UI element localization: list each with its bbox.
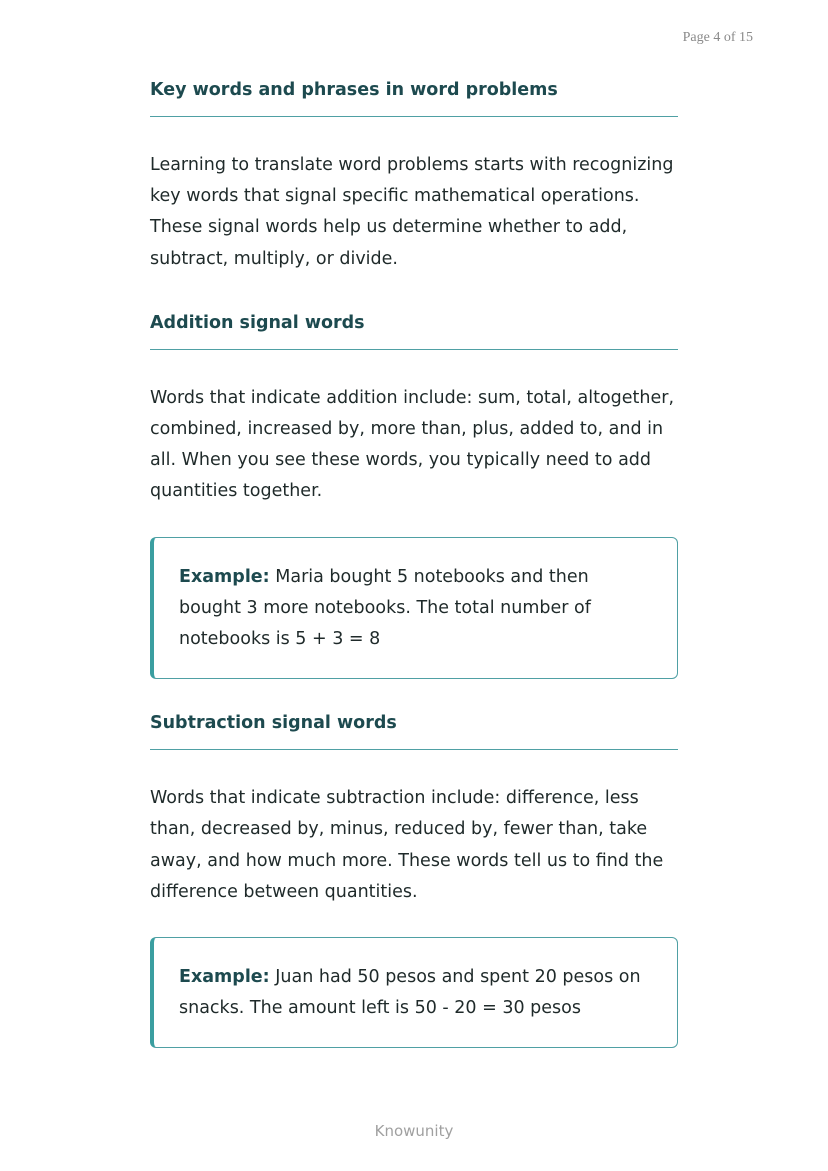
subtraction-paragraph: Words that indicate subtraction include: difference, less than, decreased by, minus, reduced by, fewer than, take away, and how much more. These words tell us to find the difference between quantities. <box>150 788 664 902</box>
subtraction-example-label: Example: <box>179 967 270 988</box>
footer-brand: Knowunity <box>374 1122 454 1140</box>
page-number: Page 4 of 15 <box>682 30 753 45</box>
key-words-paragraph: Learning to translate word problems starts with recognizing key words that signal specific mathematical operations. These signal words help us determine whether to add, subtract, multiply, or divide. <box>150 155 674 269</box>
addition-paragraph: Words that indicate addition include: sum, total, altogether, combined, increased by, more than, plus, added to, and in all. When you see these words, you typically need to add quantities together. <box>150 387 675 502</box>
subtraction-example-box <box>150 937 678 1048</box>
section-heading-key-words: Key words and phrases in word problems <box>150 78 678 117</box>
subtraction-example-text: Juan had 50 pesos and spent 20 pesos on snacks. The amount left is 50 - 20 = 30 pesos <box>179 967 641 1019</box>
section-heading-addition: Addition signal words <box>150 311 678 350</box>
addition-example-box <box>150 537 678 680</box>
addition-example-text: Maria bought 5 notebooks and then bought 3 more notebooks. The total number of notebooks is 5 + 3 = 8 <box>179 566 591 650</box>
document-content <box>150 78 678 1048</box>
section-heading-subtraction: Subtraction signal words <box>150 711 678 750</box>
addition-example-label: Example: <box>179 566 270 587</box>
